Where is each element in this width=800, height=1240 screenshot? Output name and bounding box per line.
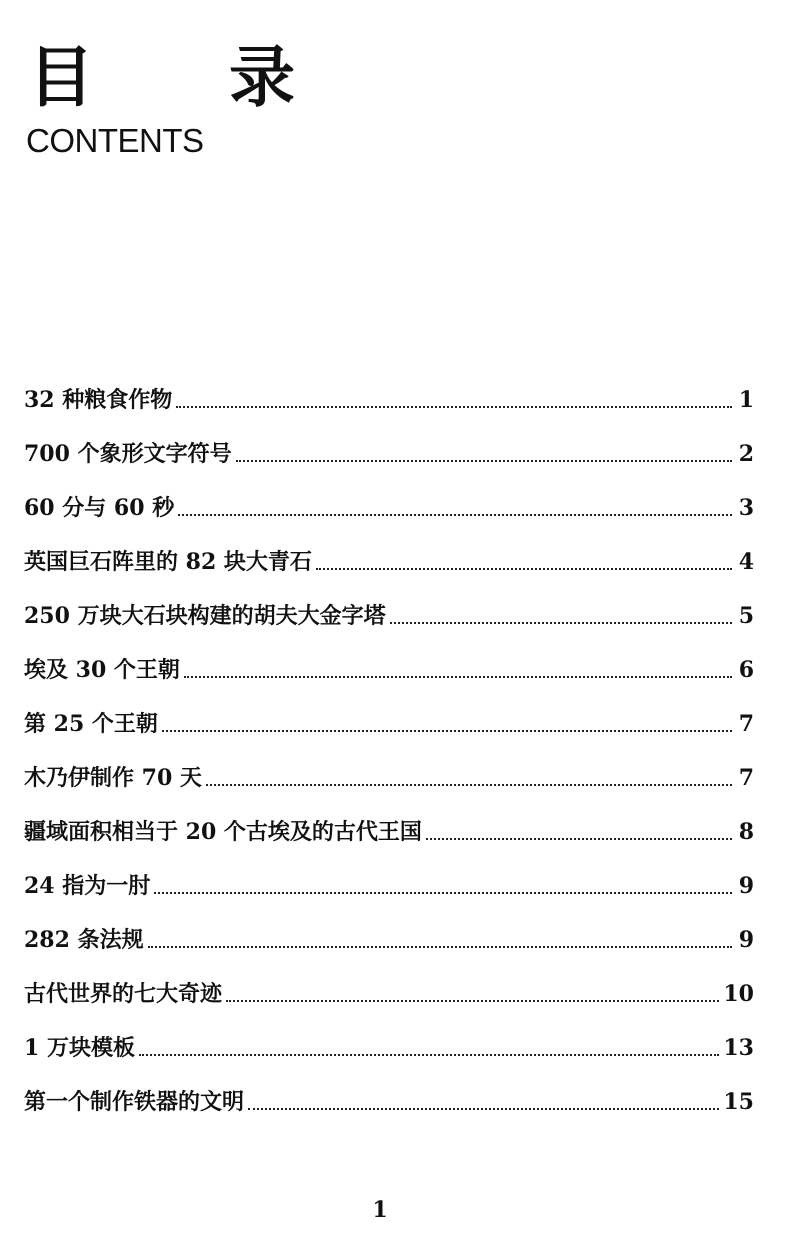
toc-entry-page: 6 — [738, 657, 754, 683]
toc-entry-title: 英国巨石阵里的 82 块大青石 — [24, 549, 312, 575]
toc-entry-page: 3 — [738, 495, 754, 521]
toc-entry-page: 10 — [723, 981, 754, 1007]
toc-leader-dots — [148, 946, 732, 948]
toc-entry-page: 7 — [738, 711, 754, 737]
toc-entry-page: 5 — [738, 603, 754, 629]
toc-entry-title: 32 种粮食作物 — [24, 387, 173, 413]
toc-leader-dots — [176, 406, 732, 408]
toc-entry[interactable] — [24, 900, 754, 954]
toc-entry[interactable] — [24, 522, 754, 576]
toc-entry-title: 60 分与 60 秒 — [24, 495, 175, 521]
toc-leader-dots — [178, 514, 732, 516]
toc-leader-dots — [390, 622, 732, 624]
toc-entry-title: 第一个制作铁器的文明 — [24, 1089, 245, 1115]
toc-entry-page: 1 — [738, 387, 754, 413]
toc-entry[interactable] — [24, 1062, 754, 1116]
toc-entry-title: 木乃伊制作 70 天 — [24, 765, 202, 791]
toc-entry-page: 8 — [738, 819, 754, 845]
toc-entry-title: 埃及 30 个王朝 — [24, 657, 180, 683]
toc-entry[interactable] — [24, 414, 754, 468]
toc-entry[interactable] — [24, 1008, 754, 1062]
toc-entry-page: 9 — [738, 873, 754, 899]
toc-entry[interactable] — [24, 576, 754, 630]
toc-entry-page: 7 — [738, 765, 754, 791]
toc-entry-page: 4 — [738, 549, 754, 575]
toc-entry-title: 疆域面积相当于 20 个古埃及的古代王国 — [24, 819, 422, 845]
toc-leader-dots — [154, 892, 732, 894]
toc-entry-title: 古代世界的七大奇迹 — [24, 981, 223, 1007]
toc-entry[interactable] — [24, 360, 754, 414]
toc-entry-title: 700 个象形文字符号 — [24, 441, 232, 467]
toc-entry[interactable] — [24, 954, 754, 1008]
toc-entry-title: 1 万块模板 — [24, 1035, 135, 1061]
toc-leader-dots — [162, 730, 732, 732]
page-title-chinese: 目 录 — [28, 39, 351, 116]
toc-entry-page: 15 — [723, 1089, 754, 1115]
toc-leader-dots — [206, 784, 732, 786]
toc-leader-dots — [248, 1108, 719, 1110]
table-of-contents — [24, 360, 754, 1116]
toc-entry-title: 250 万块大石块构建的胡夫大金字塔 — [24, 603, 386, 629]
toc-leader-dots — [226, 1000, 719, 1002]
toc-entry[interactable] — [24, 684, 754, 738]
page-title-english: CONTENTS — [26, 122, 204, 159]
toc-entry[interactable] — [24, 792, 754, 846]
toc-leader-dots — [426, 838, 732, 840]
toc-entry[interactable] — [24, 630, 754, 684]
toc-leader-dots — [184, 676, 732, 678]
toc-entry-page: 9 — [738, 927, 754, 953]
toc-leader-dots — [316, 568, 732, 570]
toc-entry-title: 第 25 个王朝 — [24, 711, 158, 737]
toc-leader-dots — [236, 460, 732, 462]
toc-entry[interactable] — [24, 846, 754, 900]
toc-entry-title: 24 指为一肘 — [24, 873, 151, 899]
toc-entry[interactable] — [24, 468, 754, 522]
toc-leader-dots — [139, 1054, 719, 1056]
toc-entry-page: 13 — [723, 1035, 754, 1061]
page-number: 1 — [372, 1197, 388, 1223]
toc-entry-title: 282 条法规 — [24, 927, 144, 953]
toc-entry-page: 2 — [738, 441, 754, 467]
toc-entry[interactable] — [24, 738, 754, 792]
